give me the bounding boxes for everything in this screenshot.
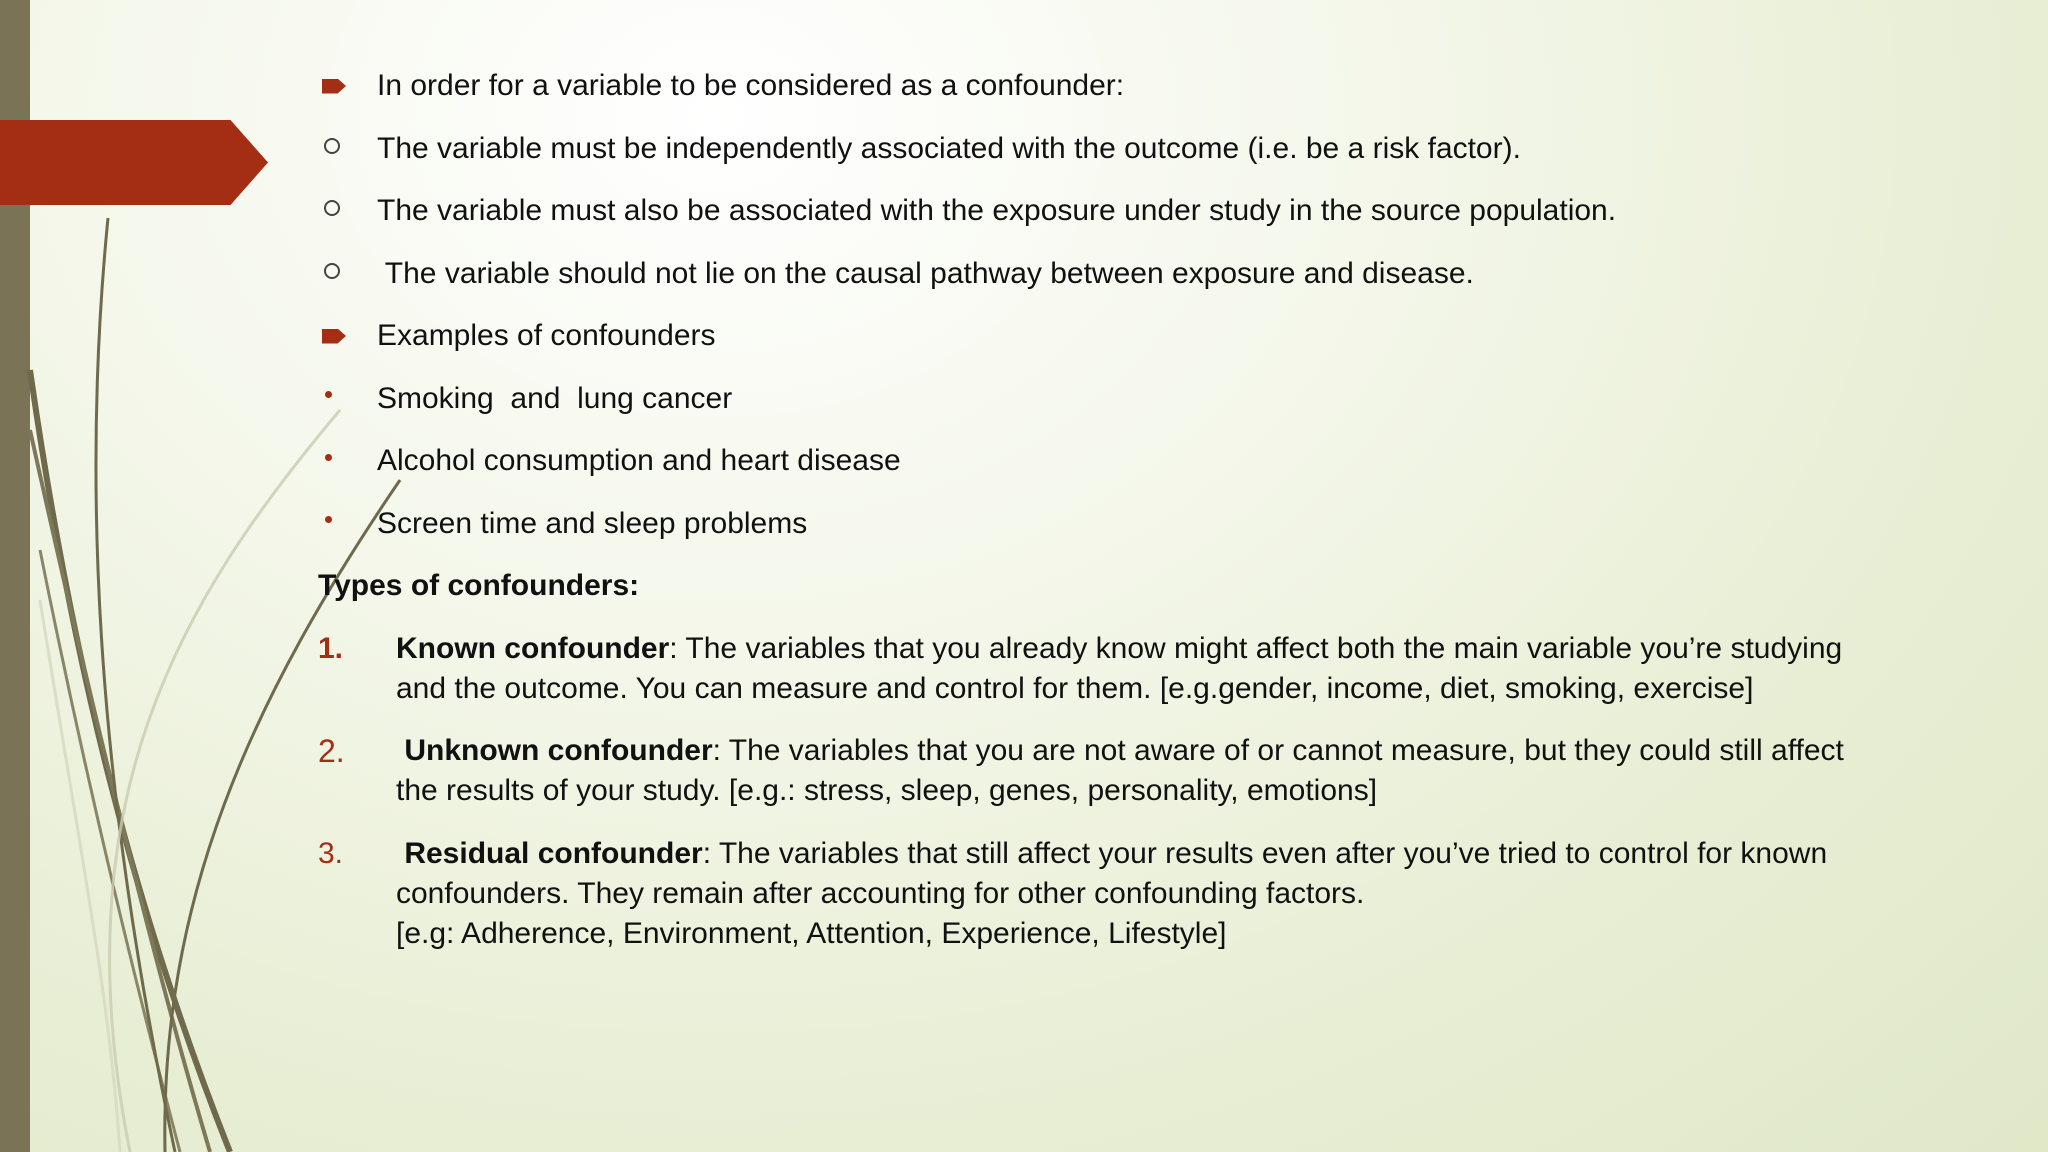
bullet-row <box>318 254 1958 294</box>
types-heading: Types of confounders: <box>318 569 640 602</box>
arrow-bullet-icon <box>318 316 377 356</box>
type-line: : The variables that you are not aware of or cannot measure, but they could still affect <box>712 734 1844 767</box>
bullet-text: Examples of confounders <box>377 319 716 352</box>
bullet-row <box>318 316 1958 356</box>
bullet-text: The variable should not lie on the causal pathway between exposure and disease. <box>377 256 1474 290</box>
bullet-text: Smoking and lung cancer <box>377 381 733 415</box>
type-description <box>396 731 1958 811</box>
bullet-text: The variable must be independently associated with the outcome (i.e. be a risk factor). <box>377 131 1521 165</box>
accent-arrow-tab <box>0 120 268 205</box>
bullet-text: Alcohol consumption and heart disease <box>377 444 901 477</box>
arrow-bullet-icon <box>318 66 377 106</box>
type-item <box>318 731 1958 811</box>
circle-bullet-icon <box>318 254 377 294</box>
type-line: : The variables that you already know might affect both the main variable you’re studying <box>669 631 1843 665</box>
type-number: 2. <box>318 733 345 769</box>
bullet-row <box>318 66 1958 106</box>
type-number: 1. <box>318 631 344 665</box>
type-number: 3. <box>318 836 344 870</box>
type-line: and the outcome. You can measure and control for them. [e.g.gender, income, diet, smoking, exercise] <box>396 671 1754 705</box>
slide-content <box>318 66 1958 976</box>
type-line: [e.g: Adherence, Environment, Attention, Experience, Lifestyle] <box>396 916 1227 950</box>
bullet-row <box>318 129 1958 169</box>
bullet-text: Screen time and sleep problems <box>377 506 808 540</box>
bullet-row <box>318 504 1958 544</box>
circle-bullet-icon <box>318 129 377 169</box>
bullet-text: The variable must also be associated with the exposure under study in the source population. <box>377 194 1617 227</box>
bullet-text: In order for a variable to be considered as a confounder: <box>377 69 1125 102</box>
dot-bullet-icon <box>318 504 377 544</box>
type-term: Residual confounder <box>396 836 703 870</box>
type-term: Unknown confounder <box>396 734 713 767</box>
bullet-row <box>318 441 1958 481</box>
type-line: confounders. They remain after accounting for other confounding factors. <box>396 876 1365 910</box>
type-description <box>396 834 1958 954</box>
type-item <box>318 629 1958 709</box>
type-term: Known confounder <box>396 631 670 665</box>
type-description <box>396 629 1958 709</box>
dot-bullet-icon <box>318 379 377 419</box>
type-line: the results of your study. [e.g.: stress, sleep, genes, personality, emotions] <box>396 774 1378 807</box>
dot-bullet-icon <box>318 441 377 481</box>
type-item <box>318 834 1958 954</box>
circle-bullet-icon <box>318 191 377 231</box>
bullet-row <box>318 379 1958 419</box>
bullet-row <box>318 191 1958 231</box>
type-line: : The variables that still affect your results even after you’ve tried to control for known <box>702 836 1828 870</box>
